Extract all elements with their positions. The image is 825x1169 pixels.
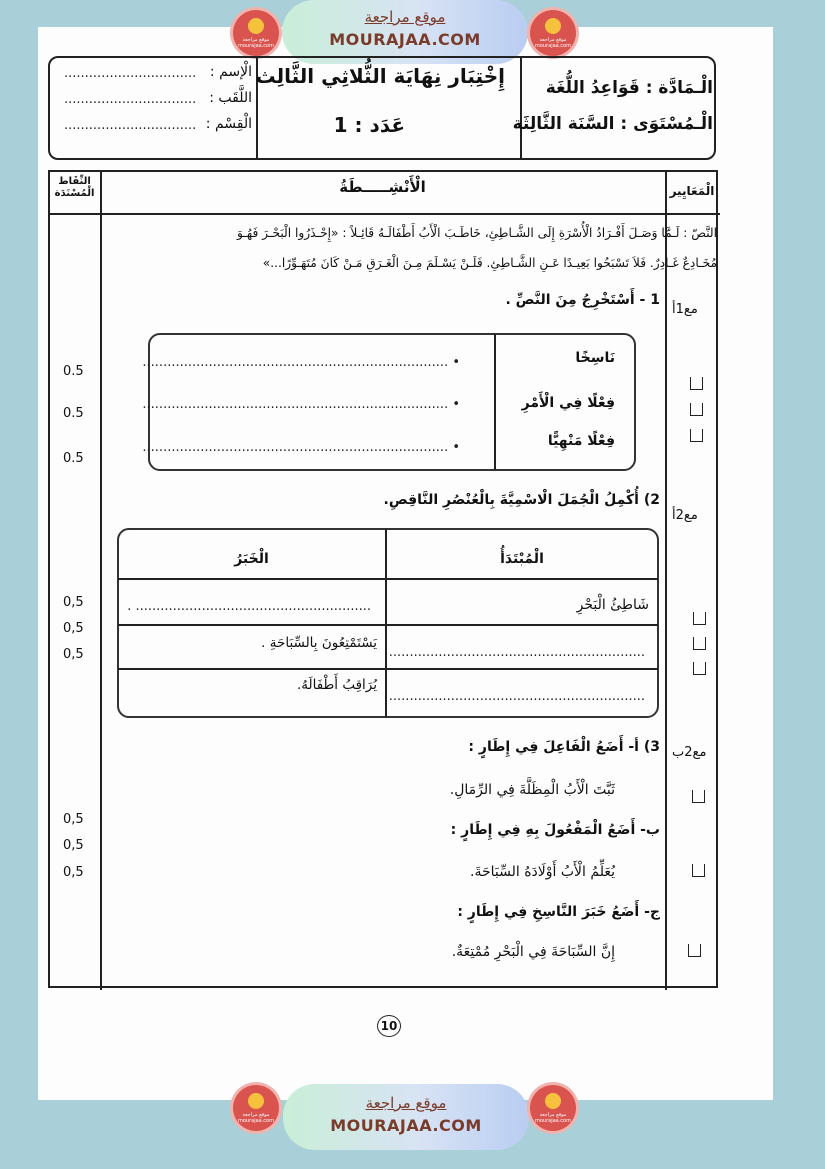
q1-box-divider xyxy=(494,334,496,470)
watermark-arabic-bottom: موقع مراجعة xyxy=(365,1094,447,1112)
surname-field-dots[interactable]: ................................ xyxy=(64,92,197,107)
header-row-line xyxy=(48,213,720,215)
q2-row-line-2 xyxy=(118,624,658,626)
exam-number: عَدَد : 1 xyxy=(333,113,405,137)
q2-row2-subject[interactable]: .............................................................. xyxy=(388,645,645,660)
q1-answer-3[interactable]: • .......................................................................... xyxy=(142,440,460,455)
q3-points-1: 0,5 xyxy=(63,812,84,827)
q2-row3-predicate: يُرَاقِبُ أَطْفَالَهُ. xyxy=(296,677,377,693)
q3b-checkbox[interactable] xyxy=(692,864,705,877)
passage-line-2: مُخَـادِعٌ غَـادِرٌ. فَلاَ تَسْبَحُوا بَعِيـدًا عَـنِ الشَّـاطِئِ. فَلَـنْ يَسْـلَمَ مِـنَ الْغَـرَقِ مَـنْ كَانَ مُتَهَـوِّرًا...» xyxy=(262,256,717,270)
points-header: النِّقَاط الْمُسْنَدَة xyxy=(54,176,95,199)
surname-field-label: اللَّقَب : xyxy=(209,90,252,106)
passage-line-1: النَّصّ : لَـمَّا وَصَـلَ أَفْـرَادُ الْأُسْرَةِ إِلَى الشَّـاطِئِ، خَاطَـبَ الْأَبُ أَطْفَالَـهُ قَائِـلاً : «إِحْـذَرُوا الْبَحْـرَ فَهُـوَ xyxy=(237,226,717,240)
level-label: الْـمُسْتَوَى : السَّنَة الثَّالِثَة xyxy=(512,114,713,134)
q3c-sentence[interactable]: إِنَّ السِّبَاحَةَ فِي الْبَحْرِ مُمْتِعَةٌ. xyxy=(451,944,615,960)
q1-checkbox-2[interactable] xyxy=(690,403,703,416)
q2-row-line-3 xyxy=(118,668,658,670)
q2-points-2: 0,5 xyxy=(63,621,84,636)
section-field-label: الْقِسْم : xyxy=(205,116,252,132)
q2-checkbox-2[interactable] xyxy=(693,637,706,650)
q3a-instruction: 3) أ- أَضَعُ الْفَاعِلَ فِي إِطَارٍ : xyxy=(468,739,660,755)
criterion-q2: مع2أ xyxy=(672,508,698,523)
q1-checkbox-3[interactable] xyxy=(690,429,703,442)
q1-item-3: فِعْلًا مَنْهِيًّا xyxy=(547,433,615,449)
points-column-line xyxy=(100,170,102,990)
watermark-banner-bottom[interactable] xyxy=(283,1084,529,1150)
q1-points-1: 0.5 xyxy=(63,364,84,379)
q1-points-2: 0.5 xyxy=(63,406,84,421)
q3b-sentence[interactable]: يُعَلِّمُ الْأَبُ أَوْلَادَهُ السِّبَاحَةَ. xyxy=(470,864,615,880)
q3-points-2: 0,5 xyxy=(63,838,84,853)
q2-row1-subject: شَاطِئُ الْبَحْرِ xyxy=(576,597,649,613)
q1-points-3: 0.5 xyxy=(63,451,84,466)
watermark-latin: MOURAJAA.COM xyxy=(329,30,481,49)
watermark-banner-top[interactable] xyxy=(282,0,528,64)
q3a-sentence[interactable]: ثَبَّتَ الْأَبُ الْمِظَلَّةَ فِي الرِّمَالِ. xyxy=(449,782,615,798)
exam-title: إِخْتِبَار نِهَايَة الثُّلاثِي الثَّالِث xyxy=(255,64,505,88)
q3c-instruction: ج- أَضَعُ خَبَرَ النَّاسِخِ فِي إِطَارٍ : xyxy=(457,904,660,920)
subject-label: الْـمَادَّة : قَوَاعِدُ اللُّغَة xyxy=(545,78,713,98)
criteria-header: الْمَعَايِير xyxy=(669,184,715,198)
q3b-instruction: ب- أَضَعُ الْمَفْعُولَ بِهِ فِي إِطَارٍ : xyxy=(450,822,660,838)
q2-row2-predicate: يَسْتَمْتِعُونَ بِالسِّبَاحَةِ . xyxy=(261,635,377,651)
q1-checkbox-1[interactable] xyxy=(690,377,703,390)
q3a-checkbox[interactable] xyxy=(692,790,705,803)
logo-badge-left-bottom: موقع مراجعة mourajaa.com xyxy=(233,1085,279,1131)
logo-badge-right-top: موقع مراجعة mourajaa.com xyxy=(530,10,576,56)
q1-item-2: فِعْلًا فِي الْأَمْرِ xyxy=(521,395,615,411)
watermark-arabic: موقع مراجعة xyxy=(364,8,446,26)
watermark-latin-bottom: MOURAJAA.COM xyxy=(330,1116,482,1135)
q3-points-3: 0,5 xyxy=(63,865,84,880)
q1-answer-2[interactable]: • .......................................................................... xyxy=(142,397,460,412)
q2-head-predicate: الْخَبَرُ xyxy=(234,551,269,567)
criterion-q3: مع2ب xyxy=(672,745,707,760)
page-number: 10 xyxy=(377,1015,401,1037)
activities-header: الْأَنْشِـــــطَةُ xyxy=(339,178,426,196)
q2-head-subject: الْمُبْتَدَأُ xyxy=(500,551,544,567)
logo-badge-right-bottom: موقع مراجعة mourajaa.com xyxy=(530,1085,576,1131)
q2-checkbox-3[interactable] xyxy=(693,662,706,675)
q2-row1-predicate[interactable]: ......................................................... . xyxy=(127,599,371,614)
q1-answer-1[interactable]: • .......................................................................... xyxy=(142,355,460,370)
q2-row3-subject[interactable]: .............................................................. xyxy=(388,689,645,704)
q2-points-1: 0,5 xyxy=(63,595,84,610)
name-field-label: الْإسم : xyxy=(209,64,252,80)
header-divider-right xyxy=(520,57,522,159)
q2-row-line-1 xyxy=(118,578,658,580)
q3c-checkbox[interactable] xyxy=(688,944,701,957)
criteria-column-line xyxy=(665,170,667,990)
q1-item-1: نَاسِخًا xyxy=(575,350,615,366)
q2-checkbox-1[interactable] xyxy=(693,612,706,625)
q1-instruction: 1 - أَسْتَخْرِجُ مِنَ النَّصِّ . xyxy=(505,292,660,308)
name-field-dots[interactable]: ................................ xyxy=(64,66,197,81)
section-field-dots[interactable]: ................................ xyxy=(64,118,197,133)
q2-instruction: 2) أُكْمِلُ الْجُمَلَ الْاسْمِيَّةَ بِالْعُنْصُرِ النَّاقِصِ. xyxy=(383,492,660,508)
criterion-q1: مع1أ xyxy=(672,302,698,317)
q2-points-3: 0,5 xyxy=(63,647,84,662)
logo-badge-left-top: موقع مراجعة mourajaa.com xyxy=(233,10,279,56)
